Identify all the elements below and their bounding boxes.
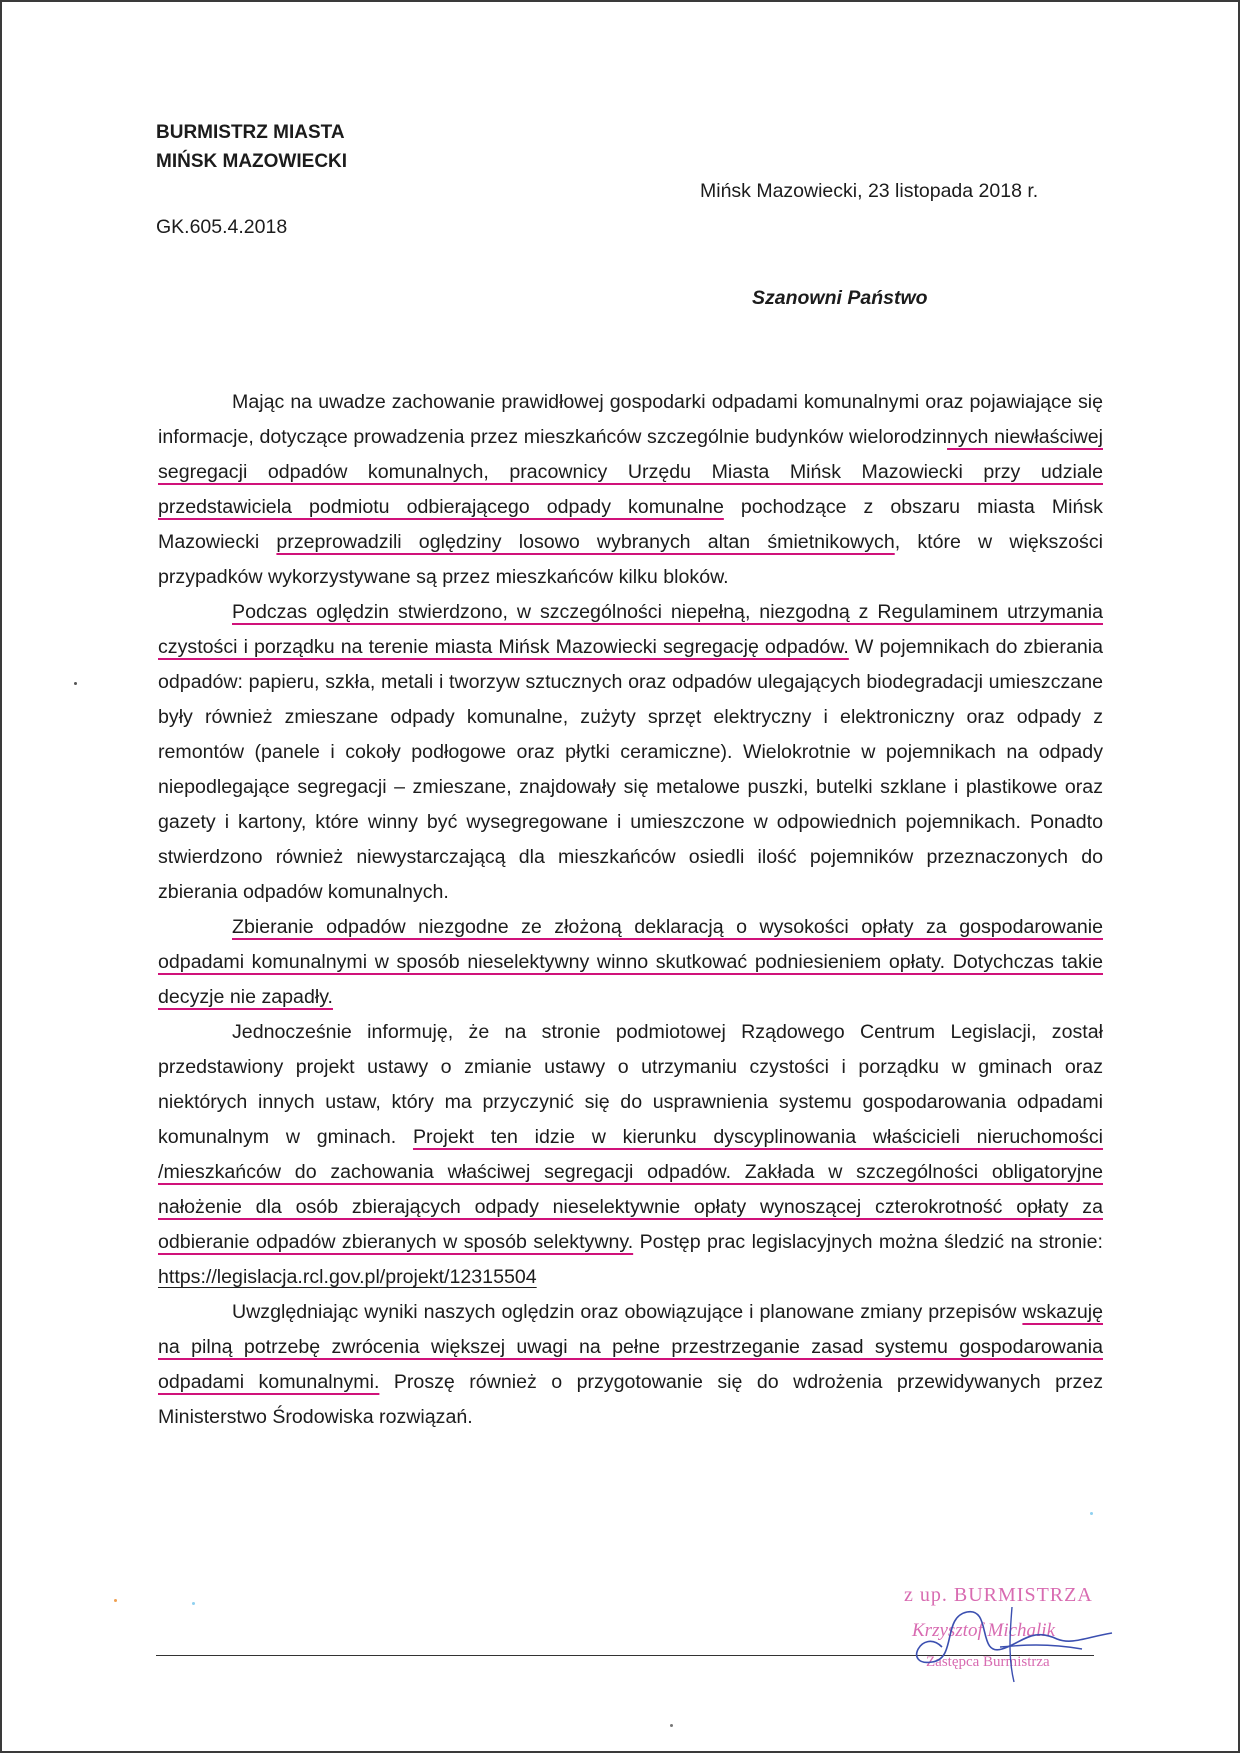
handwritten-signature — [882, 1587, 1122, 1697]
legislation-link[interactable]: https://legislacja.rcl.gov.pl/projekt/12315504 — [158, 1266, 537, 1288]
body-paragraph — [158, 1295, 1103, 1435]
highlighted-text: Podczas oględzin stwierdzono, w szczególności niepełną, niezgodną z Regulaminem utrzymania czystości i porządku na terenie miasta Mińsk Mazowiecki segregację odpadów. — [158, 601, 1103, 658]
scan-speck — [74, 682, 77, 685]
stamp-line-1: z up. BURMISTRZA — [904, 1584, 1093, 1606]
body-paragraph — [158, 910, 1103, 1015]
sender-block — [156, 118, 347, 176]
place-and-date: Mińsk Mazowiecki, 23 listopada 2018 r. — [700, 180, 1039, 202]
letter-body — [158, 385, 1103, 1435]
highlighted-text: Zbieranie odpadów niezgodne ze złożoną deklaracją o wysokości opłaty za gospodarowanie odpadami komunalnymi w sposób nieselektywny winno skutkować podniesieniem opłaty. Dotychczas takie decyzje nie zapadły. — [158, 916, 1103, 1008]
scan-speck — [192, 1602, 195, 1605]
scan-speck — [670, 1724, 673, 1727]
paragraph-text: Mając na uwadze zachowanie prawidłowej gospodarki odpadami komunalnymi oraz pojawiające się informacje, dotyczące prowadzenia przez mieszkańców szczególnie budynków wielorodzin — [158, 391, 1103, 448]
paragraph-text: W pojemnikach do zbierania odpadów: papieru, szkła, metali i tworzyw sztucznych oraz odpadów ulegających biodegradacji umieszczane były również zmieszane odpady komunalne, zużyty sprzęt elektryczny i elektroniczny oraz odpady z remontów (panele i cokoły podłogowe oraz płytki ceramiczne). Wielokrotnie w pojemnikach na odpady niepodlegające segregacji – zmieszane, znajdowały się metalowe puszki, butelki szklane i plastikowe oraz gazety i kartony, które winny być wysegregowane i umieszczone w odpowiednich pojemnikach. Ponadto stwierdzono również niewystarczającą dla mieszkańców osiedli ilość pojemników przeznaczonych do zbierania odpadów komunalnych. — [158, 636, 1103, 903]
highlighted-text: Projekt ten idzie w kierunku dyscyplinowania właścicieli nieruchomości /mieszkańców do zachowania właściwej segregacji odpadów. Zakłada w szczególności obligatoryjne nałożenie dla osób zbierających odpady nieselektywnie opłaty wynoszącej czterokrotność opłaty za odbieranie odpadów zbieranych w sposób selektywny. — [158, 1126, 1104, 1253]
salutation: Szanowni Państwo — [752, 287, 928, 309]
scan-speck — [114, 1599, 117, 1602]
stamp-line-3: Zastępca Burmistrza — [926, 1654, 1050, 1670]
highlighted-text: przeprowadzili oględziny losowo wybranych altan śmietnikowych — [276, 531, 895, 553]
paragraph-text: pochodzące z obszaru miasta Mińsk Mazowiecki — [158, 496, 1103, 553]
reference-number: GK.605.4.2018 — [156, 216, 288, 238]
sender-city: MIŃSK MAZOWIECKI — [156, 151, 348, 172]
paragraph-text: Postęp prac legislacyjnych można śledzić na stronie: — [633, 1231, 1103, 1253]
body-paragraph — [158, 385, 1103, 595]
body-paragraph — [158, 595, 1103, 910]
paragraph-text: Uwzględniając wyniki naszych oględzin oraz obowiązujące i planowane zmiany przepisów — [232, 1301, 1023, 1323]
body-paragraph — [158, 1015, 1103, 1295]
paragraph-text: Jednocześnie informuję, że na stronie podmiotowej Rządowego Centrum Legislacji, został przedstawiony projekt ustawy o zmianie ustawy o utrzymaniu czystości i porządku w gminach oraz niektórych innych ustaw, który ma przyczynić się do usprawnienia systemu gospodarowania odpadami komunalnym w gminach. — [158, 1021, 1103, 1148]
highlighted-text: nych niewłaściwej segregacji odpadów komunalnych, pracownicy Urzędu Miasta Mińsk Mazowiecki przy udziale przedstawiciela podmiotu odbierającego odpady komunalne — [158, 426, 1103, 518]
highlighted-text: wskazuję na pilną potrzebę zwrócenia większej uwagi na pełne przestrzeganie zasad systemu gospodarowania odpadami komunalnymi. — [158, 1301, 1103, 1393]
sender-title: BURMISTRZ MIASTA — [156, 122, 345, 143]
scan-speck — [1090, 1512, 1093, 1515]
paragraph-text: , które w większości przypadków wykorzystywane są przez mieszkańców kilku bloków. — [158, 531, 1103, 588]
stamp-line-2: Krzysztof Michalik — [912, 1620, 1056, 1641]
paragraph-text: Proszę również o przygotowanie się do wdrożenia przewidywanych przez Ministerstwo Środowiska rozwiązań. — [158, 1371, 1104, 1428]
